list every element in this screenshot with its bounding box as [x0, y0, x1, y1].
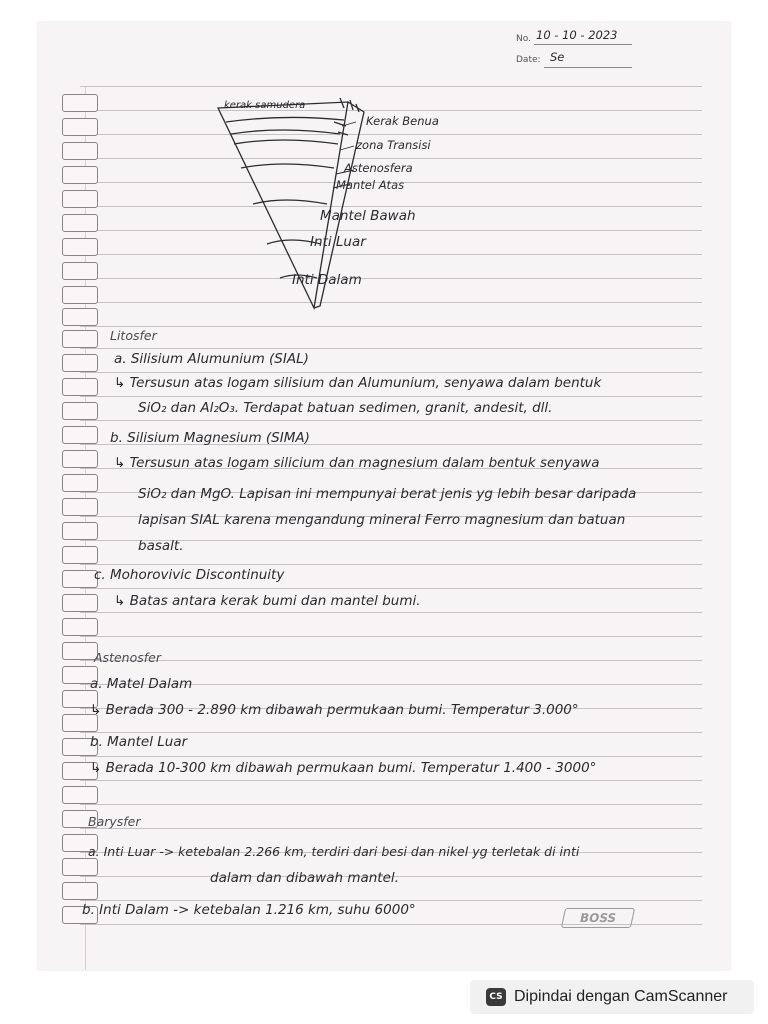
heading-astenosfer: Astenosfer: [94, 650, 161, 665]
label-oceanic-crust: kerak samudera: [224, 100, 306, 111]
litosfer-b-line3: lapisan SIAL karena mengandung mineral Ferro magnesium dan batuan: [138, 512, 626, 528]
litosfer-b-title: b. Silisium Magnesium (SIMA): [110, 430, 310, 446]
notebook-page: [38, 22, 730, 970]
litosfer-c-line1: ↳ Batas antara kerak bumi dan mantel bumi.: [114, 593, 421, 609]
layer-boundary: [226, 117, 344, 122]
barysfer-a-line2: dalam dan dibawah mantel.: [210, 870, 399, 886]
date-label: Date:: [516, 55, 541, 65]
heading-barysfer: Barysfer: [88, 814, 141, 829]
continental-crust-hatching: [340, 98, 359, 112]
astenosfer-a-line1: ↳ Berada 300 - 2.890 km dibawah permukaan bumi. Temperatur 3.000°: [90, 702, 579, 718]
astenosfer-a-title: a. Matel Dalam: [90, 676, 193, 692]
barysfer-a-line1: a. Inti Luar -> ketebalan 2.266 km, terdiri dari besi dan nikel yg terletak di inti: [88, 844, 580, 859]
litosfer-a-line2: SiO₂ dan Al₂O₃. Terdapat batuan sedimen, granit, andesit, dll.: [138, 400, 553, 416]
barysfer-b-line1: b. Inti Dalam -> ketebalan 1.216 km, suhu 6000°: [82, 902, 416, 918]
litosfer-c-title: c. Mohorovivic Discontinuity: [94, 567, 285, 583]
label-upper-mantle: Mantel Atas: [336, 178, 405, 192]
layer-boundary: [231, 130, 340, 134]
layer-boundary: [234, 140, 338, 144]
label-continental-crust: Kerak Benua: [366, 114, 439, 128]
date-value: Se: [550, 50, 565, 64]
camscanner-icon: CS: [486, 988, 506, 1006]
astenosfer-b-line1: ↳ Berada 10-300 km dibawah permukaan bumi. Temperatur 1.400 - 3000°: [90, 760, 597, 776]
camscanner-text: Dipindai dengan CamScanner: [514, 988, 728, 1005]
label-inner-core: Inti Dalam: [292, 272, 362, 288]
litosfer-a-line1: ↳ Tersusun atas logam silisium dan Alumunium, senyawa dalam bentuk: [114, 375, 602, 391]
camscanner-watermark: [470, 980, 754, 1014]
label-outer-core: Inti Luar: [310, 234, 366, 250]
no-label: No.: [516, 34, 531, 44]
heading-litosfer: Litosfer: [110, 328, 157, 343]
astenosfer-b-title: b. Mantel Luar: [90, 734, 188, 750]
label-lower-mantle: Mantel Bawah: [320, 208, 416, 224]
litosfer-a-title: a. Silisium Alumunium (SIAL): [114, 351, 309, 367]
notebook-brand-logo: BOSS: [561, 908, 635, 928]
litosfer-b-line2: SiO₂ dan MgO. Lapisan ini mempunyai berat jenis yg lebih besar daripada: [138, 486, 637, 502]
litosfer-b-line1: ↳ Tersusun atas logam silicium dan magnesium dalam bentuk senyawa: [114, 455, 600, 471]
layer-boundary: [241, 164, 334, 168]
litosfer-b-line4: basalt.: [138, 538, 184, 554]
no-value: 10 - 10 - 2023: [536, 28, 618, 42]
pointer-line: [340, 146, 354, 150]
label-asthenosphere: Astenosfera: [344, 161, 413, 175]
label-transition-zone: zona Transisi: [356, 138, 431, 152]
